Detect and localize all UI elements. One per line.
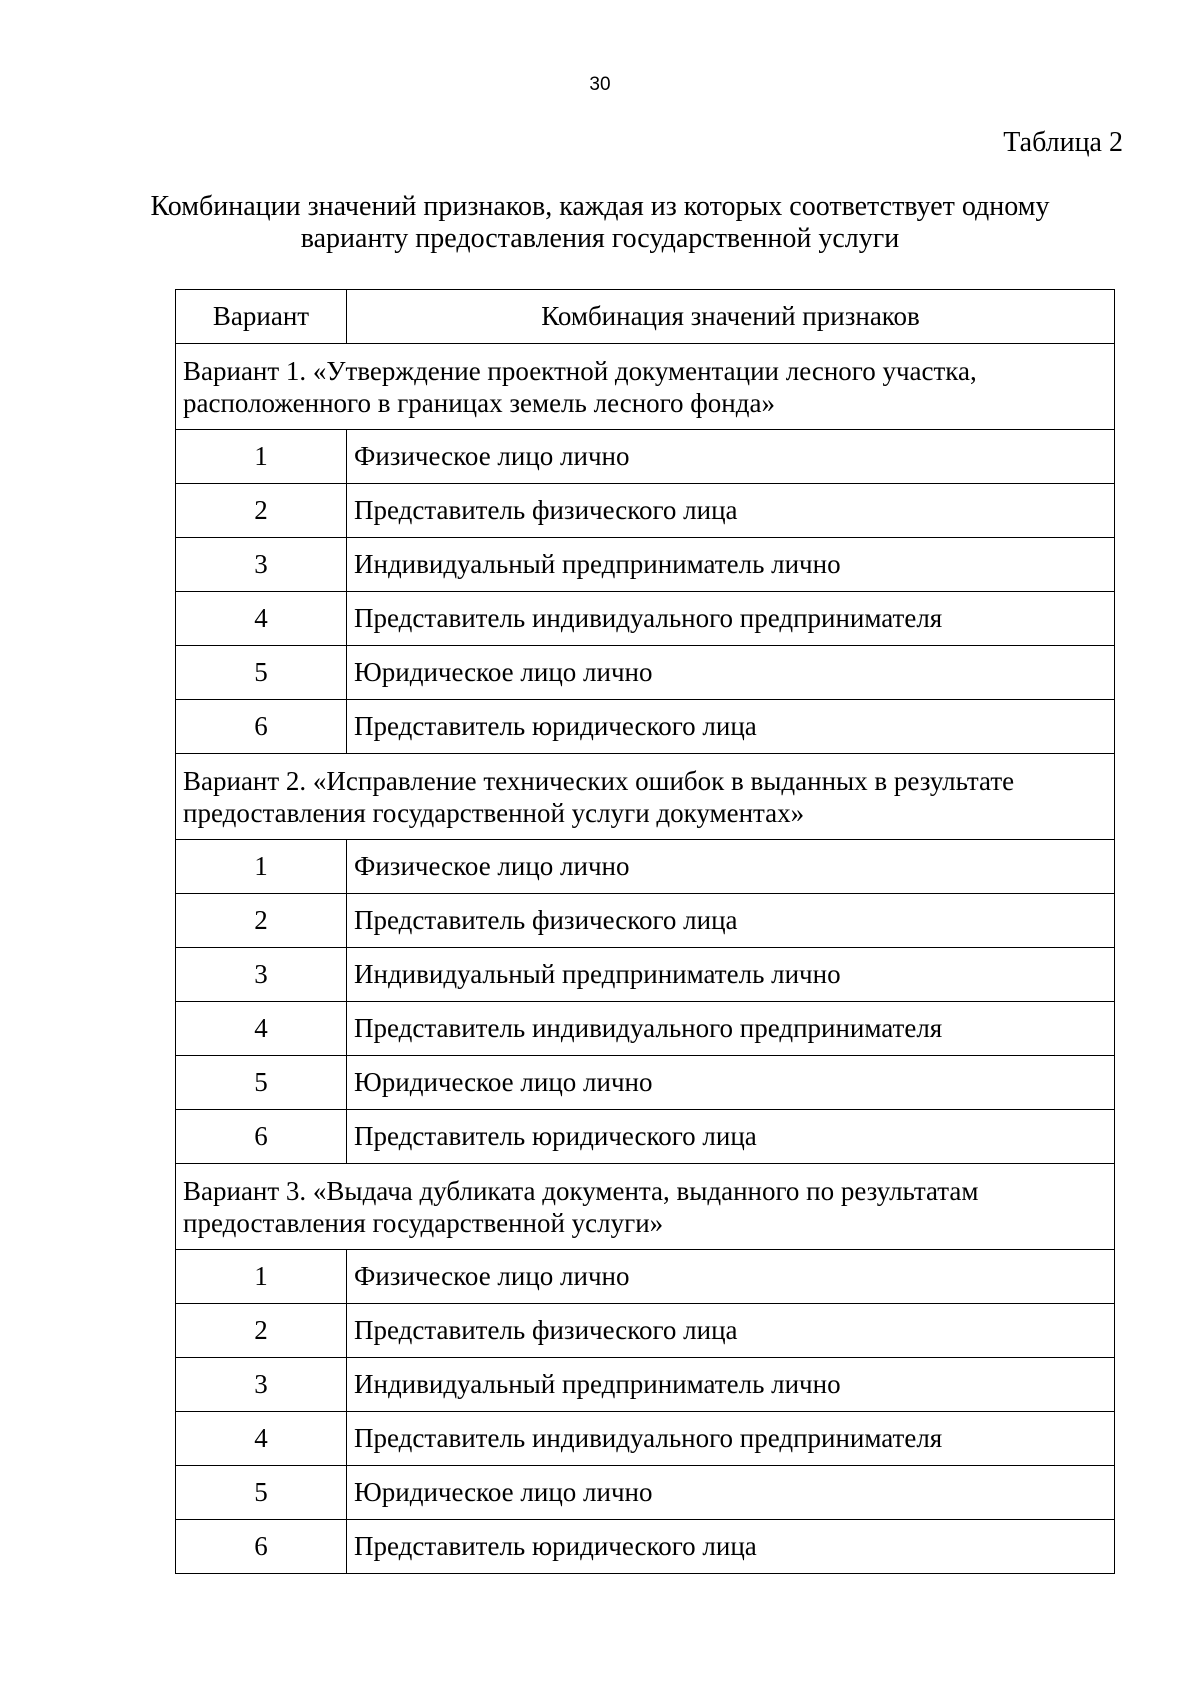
row-number: 5 [176, 1056, 347, 1110]
row-combination: Физическое лицо лично [347, 840, 1115, 894]
row-combination: Представитель физического лица [347, 484, 1115, 538]
row-combination: Представитель юридического лица [347, 1520, 1115, 1574]
table-row [176, 894, 1115, 948]
table-row [176, 1250, 1115, 1304]
section-title: Вариант 3. «Выдача дубликата документа, выданного по результатам предоставления государственной услуги» [176, 1164, 1115, 1250]
row-combination: Представитель юридического лица [347, 700, 1115, 754]
row-combination: Индивидуальный предприниматель лично [347, 1358, 1115, 1412]
row-combination: Представитель физического лица [347, 894, 1115, 948]
header-combination: Комбинация значений признаков [347, 290, 1115, 344]
row-combination: Представитель юридического лица [347, 1110, 1115, 1164]
row-number: 1 [176, 840, 347, 894]
row-combination: Юридическое лицо лично [347, 646, 1115, 700]
table-row [176, 646, 1115, 700]
table-body [176, 344, 1115, 1574]
row-combination: Юридическое лицо лично [347, 1466, 1115, 1520]
row-combination: Индивидуальный предприниматель лично [347, 948, 1115, 1002]
row-number: 1 [176, 1250, 347, 1304]
table-row [176, 1520, 1115, 1574]
table-row [176, 430, 1115, 484]
row-combination: Индивидуальный предприниматель лично [347, 538, 1115, 592]
table-row [176, 1056, 1115, 1110]
variants-table [175, 289, 1115, 1574]
table-row [176, 1466, 1115, 1520]
row-number: 4 [176, 1412, 347, 1466]
table-row [176, 840, 1115, 894]
section-row [176, 1164, 1115, 1250]
table-row [176, 1358, 1115, 1412]
row-combination: Юридическое лицо лично [347, 1056, 1115, 1110]
table-row [176, 1412, 1115, 1466]
row-combination: Представитель индивидуального предпринимателя [347, 592, 1115, 646]
section-row [176, 754, 1115, 840]
section-row [176, 344, 1115, 430]
row-number: 5 [176, 1466, 347, 1520]
table-label: Таблица 2 [1003, 127, 1123, 158]
row-number: 2 [176, 894, 347, 948]
row-combination: Физическое лицо лично [347, 430, 1115, 484]
row-number: 2 [176, 1304, 347, 1358]
row-number: 3 [176, 538, 347, 592]
row-number: 2 [176, 484, 347, 538]
row-number: 6 [176, 1110, 347, 1164]
row-combination: Представитель индивидуального предпринимателя [347, 1412, 1115, 1466]
header-variant: Вариант [176, 290, 347, 344]
row-combination: Представитель физического лица [347, 1304, 1115, 1358]
table-row [176, 700, 1115, 754]
table-container [175, 289, 1114, 1574]
row-number: 6 [176, 1520, 347, 1574]
table-row [176, 538, 1115, 592]
row-number: 3 [176, 1358, 347, 1412]
table-row [176, 484, 1115, 538]
table-header-row [176, 290, 1115, 344]
section-title: Вариант 1. «Утверждение проектной документации лесного участка, расположенного в границах земель лесного фонда» [176, 344, 1115, 430]
row-number: 1 [176, 430, 347, 484]
row-combination: Физическое лицо лично [347, 1250, 1115, 1304]
section-title: Вариант 2. «Исправление технических ошибок в выданных в результате предоставления государственной услуги документах» [176, 754, 1115, 840]
row-number: 4 [176, 1002, 347, 1056]
table-row [176, 948, 1115, 1002]
table-row [176, 1110, 1115, 1164]
row-number: 3 [176, 948, 347, 1002]
page-number: 30 [589, 74, 611, 95]
row-number: 4 [176, 592, 347, 646]
table-row [176, 1002, 1115, 1056]
table-caption: Комбинации значений признаков, каждая из которых соответствует одному варианту предоставления государственной услуги [150, 191, 1050, 254]
row-number: 6 [176, 700, 347, 754]
table-row [176, 592, 1115, 646]
row-combination: Представитель индивидуального предпринимателя [347, 1002, 1115, 1056]
table-row [176, 1304, 1115, 1358]
row-number: 5 [176, 646, 347, 700]
